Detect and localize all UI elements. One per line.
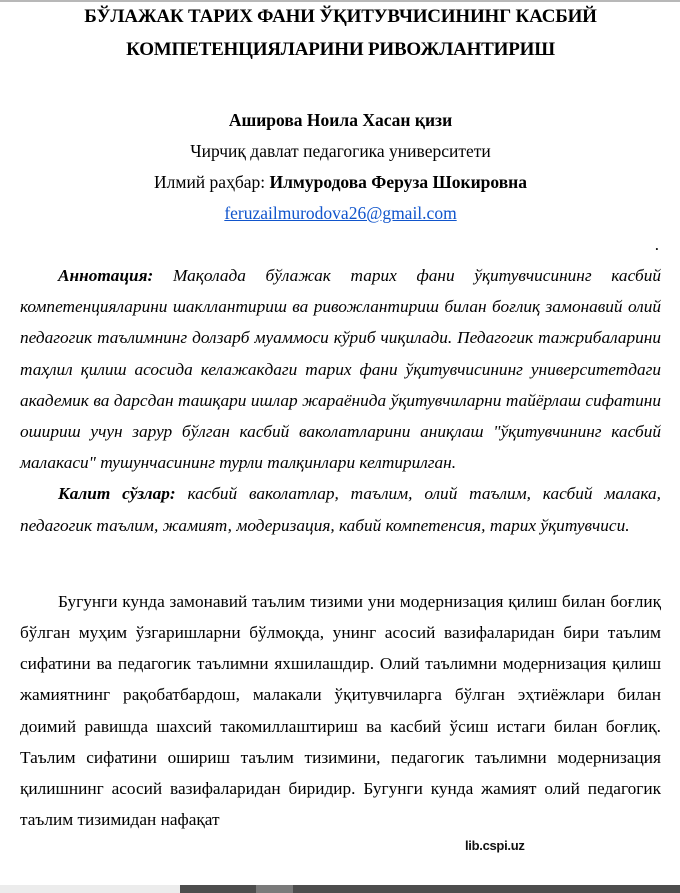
scrollbar-track[interactable] [180,885,680,893]
email-line [20,198,661,229]
keywords-paragraph [20,478,661,540]
annotation-paragraph [20,260,661,478]
watermark: lib.cspi.uz [465,838,525,853]
advisor-line [20,167,661,198]
body-paragraph: Бугунги кунда замонавий таълим тизими уни модернизация қилиш билан боғлиқ бўлган муҳим ўзгаришларни бўлмоқда, унинг асосий вазифаларидан бири таълим сифатини ва педагогик таълимни яхшилашдир. Олий таълимни модернизация қилиш жамиятнинг рақобатбардош, малакали ўқитувчиларга бўлган эҳтиёжлари билан доимий равишда шахсий такомиллаштириш ва касбий ўсиш истаги билан боғлиқ. Таълим сифатини ошириш таълим тизимини, педагогик таълимни модернизация қилишнинг асосий вазифаларидан биридир. Бугунги кунда жамият олий педагогик таълим тизимидан нафақат [20,591,661,830]
advisor-name: Илмуродова Феруза Шокировна [269,172,527,192]
affiliation: Чирчиқ давлат педагогика университети [190,141,491,161]
author-name: Аширова Ноила Хасан қизи [228,110,453,130]
keywords-text: касбий ваколатлар, таълим, олий таълим, касбий малака, педагогик таълим, жамият, модеризация, кабий компетенсия, тарих ўқитувчиси. [20,484,661,535]
annotation-label: Аннотация: [58,266,154,285]
advisor-label: Илмий раҳбар: [154,172,270,192]
keywords-label: Калит сўзлар: [58,484,176,504]
title-line-1: БЎЛАЖАК ТАРИХ ФАНИ ЎҚИТУВЧИСИНИНГ КАСБИЙ [84,6,597,27]
annotation-text: Мақолада бўлажак тарих фани ўқитувчисининг касбий компетенцияларини шакллантириш ва ривожлантириш билан боғлиқ замонавий олий педагогик таълимнинг долзарб муаммоси кўриб чиқилади. Педагогик тажрибаларини таҳлил қилиш асосида келажакдаги тарих фани ўқитувчисининг университетдаги академик ва дарсдан ташқари ишлар жараёнида ўқитувчиларни тайёрлаш сифатини ошириш учун зарур бўлган касбий ваколатларини аниқлаш "ўқитувчининг касбий малакаси" тушунчасининг турли талқинлари келтирилган. [20,266,661,473]
scrollbar-thumb[interactable] [256,885,293,893]
horizontal-scrollbar[interactable] [0,885,680,893]
email-link[interactable]: feruzailmurodova26@gmail.com [224,203,457,223]
stray-dot: . [654,235,659,254]
title-line-2: КОМПЕТЕНЦИЯЛАРИНИ РИВОЖЛАНТИРИШ [126,39,555,60]
document-page [20,0,661,835]
document-title [20,0,661,66]
